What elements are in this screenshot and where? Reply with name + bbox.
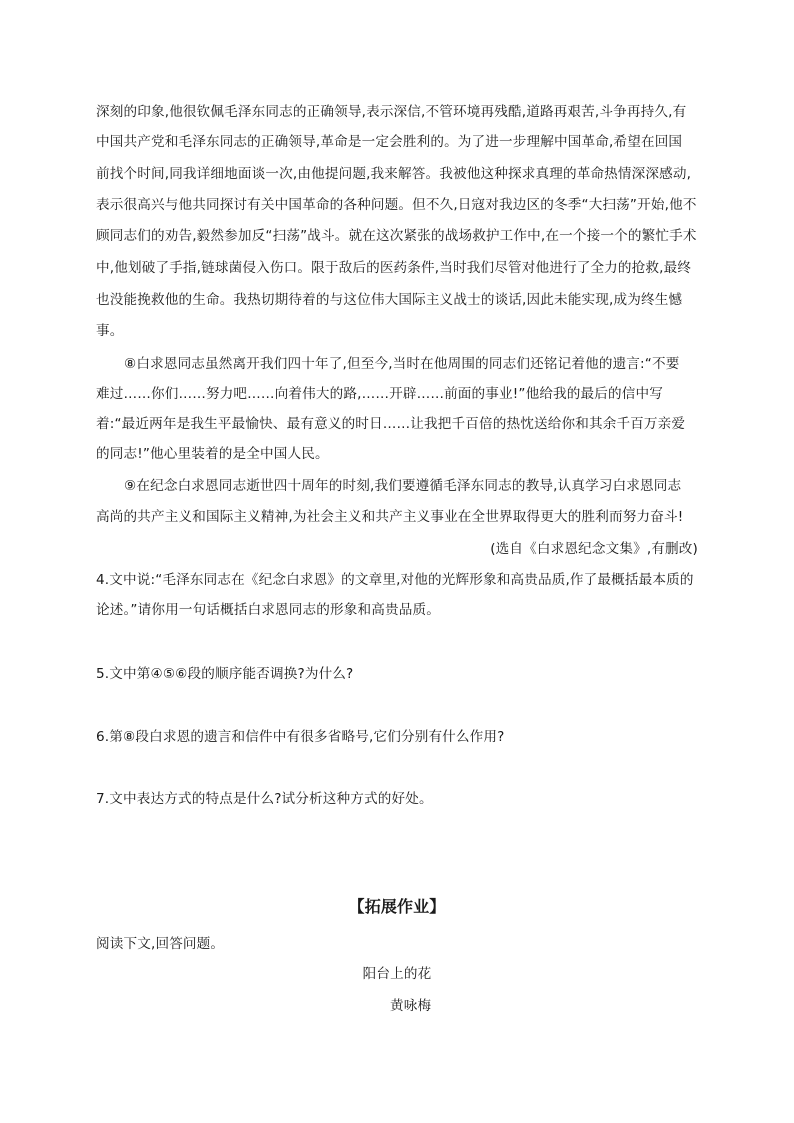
author: 黄咏梅 (390, 998, 432, 1014)
paragraph-8-line: ⑧白求恩同志虽然离开我们四十年了,但至今,当时在他周围的同志们还铭记着他的遗言:“不要 (124, 356, 680, 372)
question-4: 论述。”请你用一句话概括白求恩同志的形象和高贵品质。 (96, 602, 440, 618)
question-7: 7.文中表达方式的特点是什么?试分析这种方式的好处。 (96, 791, 433, 807)
paragraph-8-line: 着:“最近两年是我生平最愉快、最有意义的时日……让我把千百倍的热忱送给你和其余千百万亲爱 (96, 416, 686, 432)
question-4: 4.文中说:“毛泽东同志在《纪念白求恩》的文章里,对他的光辉形象和高贵品质,作了最概括最本质的 (96, 572, 694, 588)
article-title: 阳台上的花 (362, 966, 432, 982)
paragraph-9-line: 高尚的共产主义和国际主义精神,为社会主义和共产主义事业在全世界取得更大的胜利而努力奋斗! (96, 509, 684, 525)
body-line: 深刻的印象,他很钦佩毛泽东同志的正确领导,表示深信,不管环境再残酷,道路再艰苦,斗争再持久,有 (96, 104, 687, 120)
body-line: 也没能挽救他的生命。我热切期待着的与这位伟大国际主义战士的谈话,因此未能实现,成为终生憾 (96, 292, 683, 308)
body-line: 前找个时间,同我详细地面谈一次,由他提问题,我来解答。我被他这种探求真理的革命热情深深感动, (96, 166, 692, 182)
body-line: 事。 (96, 323, 124, 339)
body-line: 中国共产党和毛泽东同志的正确领导,革命是一定会胜利的。为了进一步理解中国革命,希望在回国 (96, 134, 683, 150)
body-line: 中,他划破了手指,链球菌侵入伤口。限于敌后的医药条件,当时我们尽管对他进行了全力的抢救,最终 (96, 260, 692, 276)
section-title: 【拓展作业】 (348, 897, 446, 916)
source-citation: (选自《白求恩纪念文集》,有删改) (490, 541, 698, 557)
paragraph-9-line: ⑨在纪念白求恩同志逝世四十周年的时刻,我们要遵循毛泽东同志的教导,认真学习白求恩同志 (124, 478, 682, 494)
body-line: 顾同志们的劝告,毅然参加反“扫荡”战斗。就在这次紧张的战场救护工作中,在一个接一个的繁忙手术 (96, 228, 697, 244)
question-6: 6.第⑧段白求恩的遗言和信件中有很多省略号,它们分别有什么作用? (96, 729, 505, 745)
instruction: 阅读下文,回答问题。 (96, 936, 225, 952)
paragraph-8-line: 的同志!”他心里装着的是全中国人民。 (96, 446, 329, 462)
paragraph-8-line: 难过……你们……努力吧……向着伟大的路,……开辟……前面的事业!”他给我的最后的信中写 (96, 386, 664, 402)
question-5: 5.文中第④⑤⑥段的顺序能否调换?为什么? (96, 666, 354, 682)
body-line: 表示很高兴与他共同探讨有关中国革命的各种问题。但不久,日寇对我边区的冬季“大扫荡”开始,他不 (96, 197, 697, 213)
